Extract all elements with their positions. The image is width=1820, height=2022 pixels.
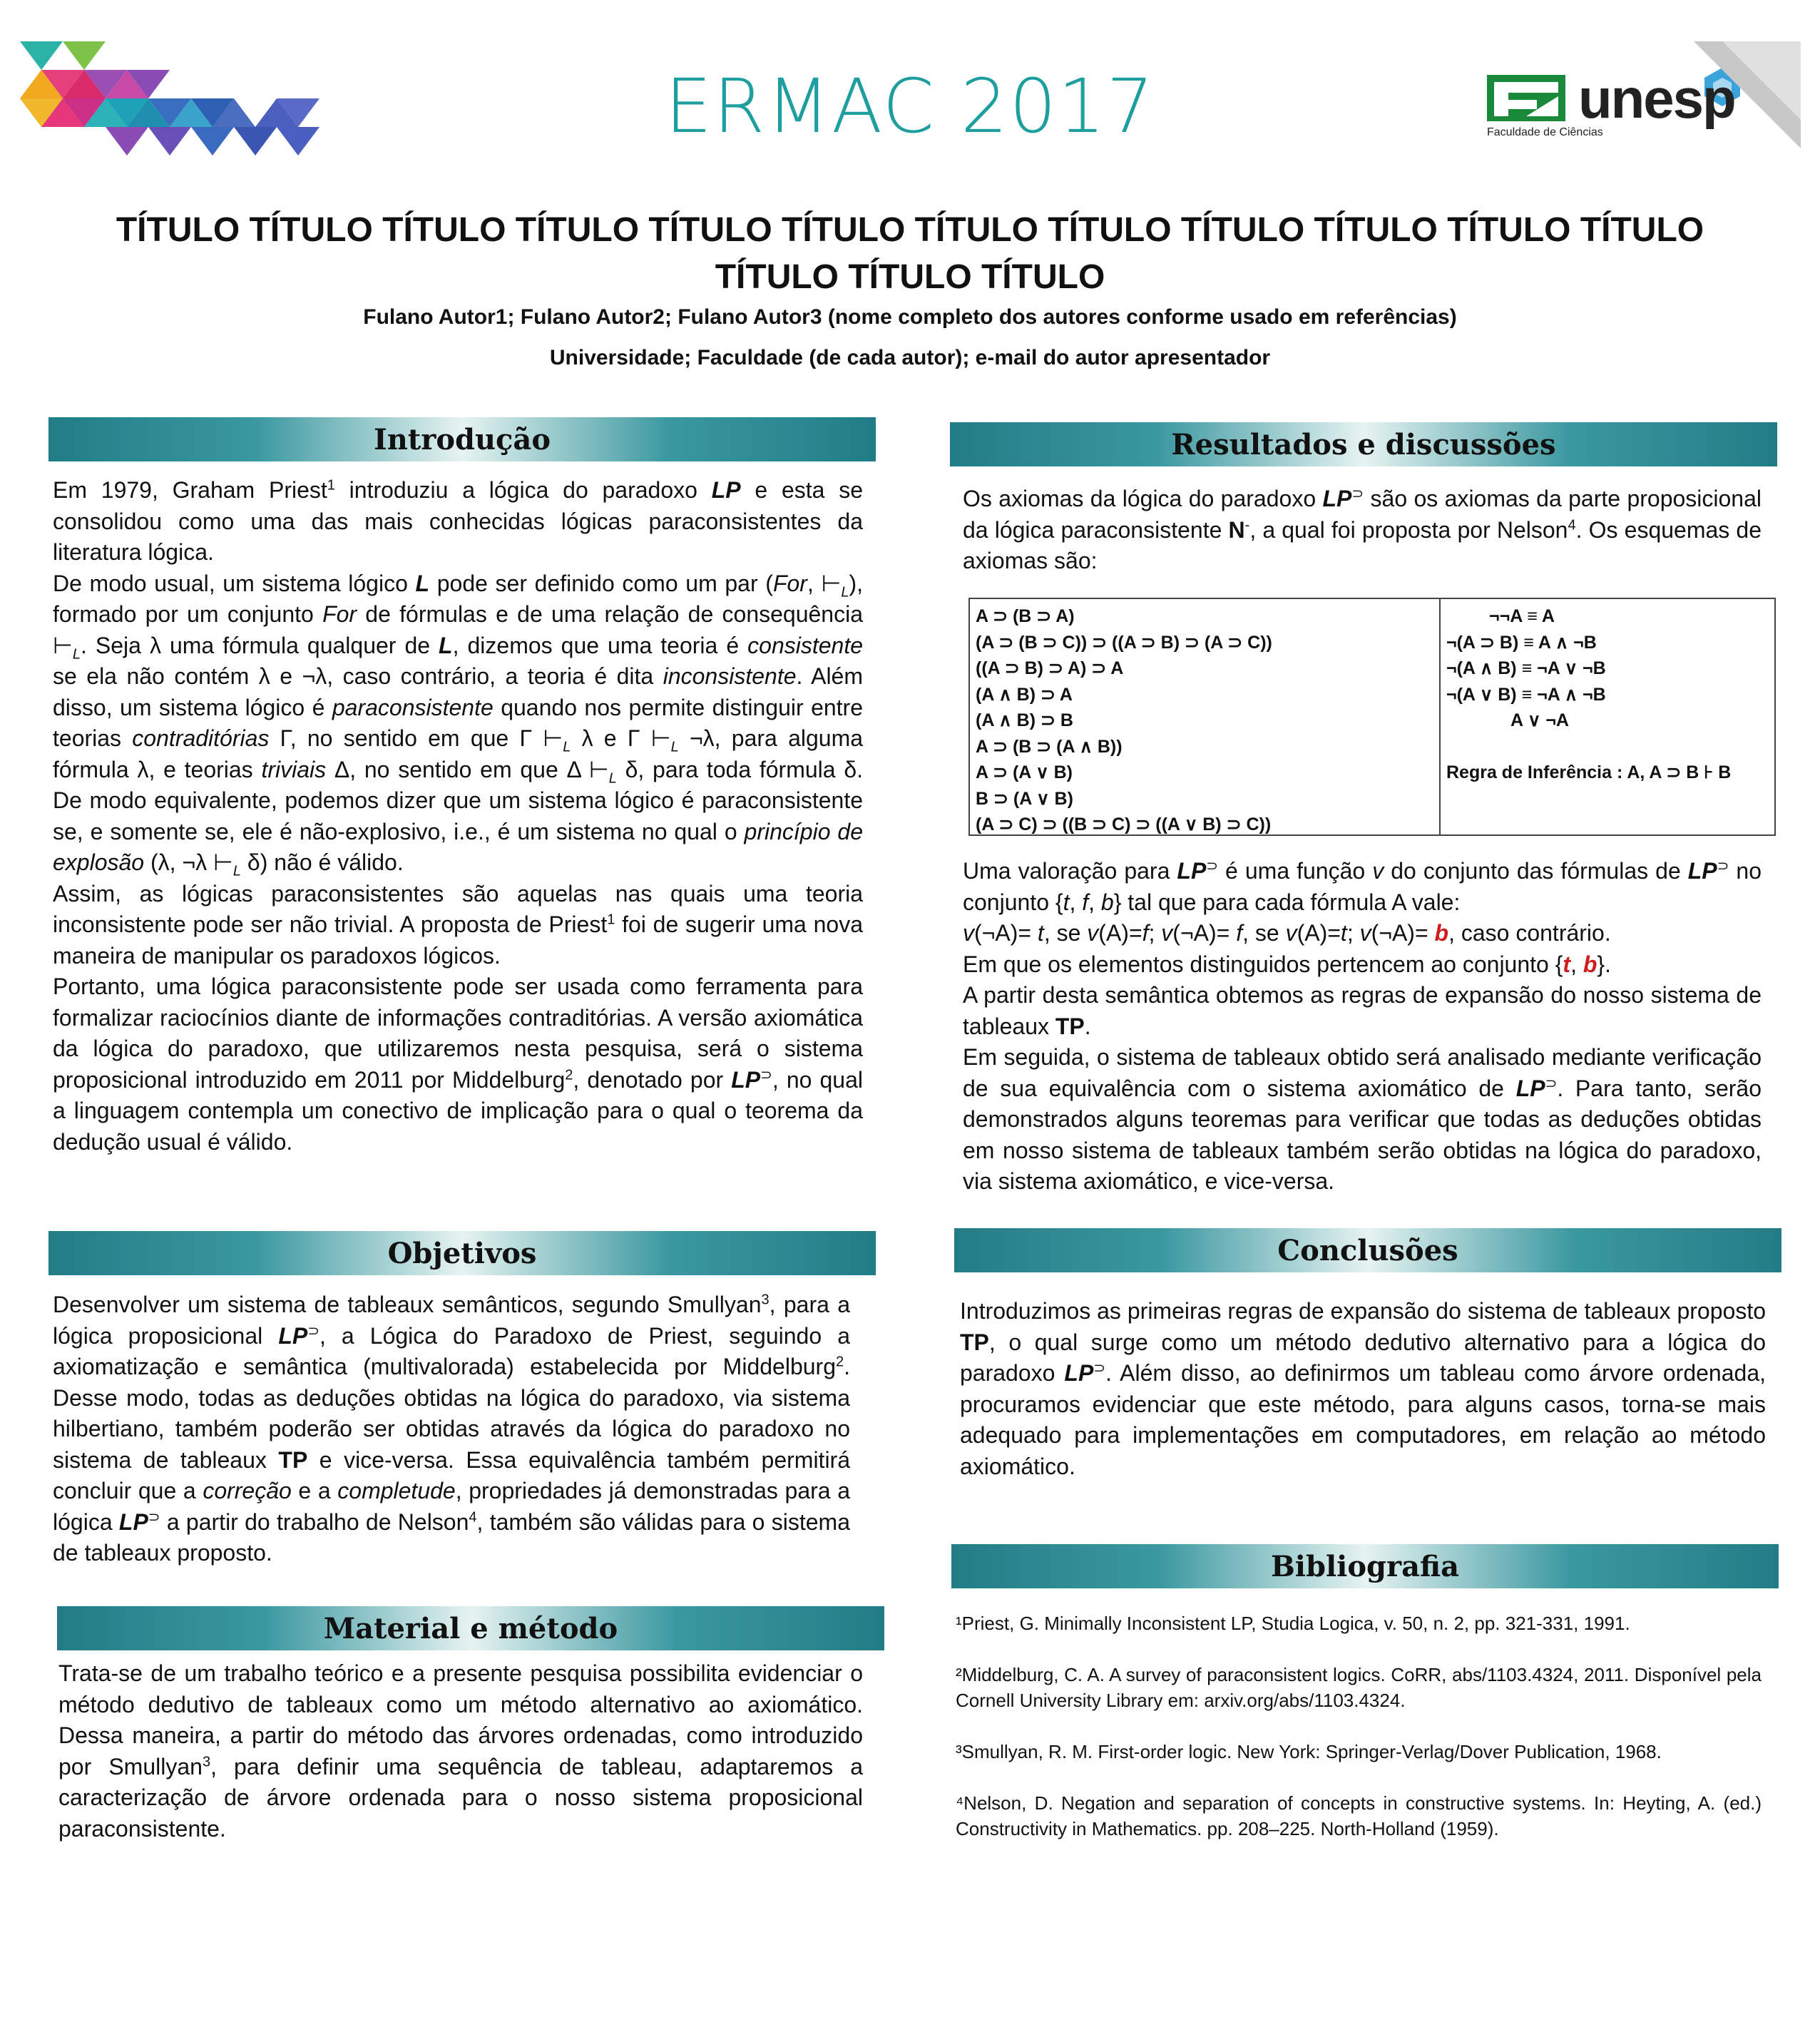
section-title-method: Material e método (323, 1611, 618, 1645)
axioms-table (968, 598, 1776, 836)
conclusions-text: Introduzimos as primeiras regras de expansão do sistema de tableaux proposto TP, o qual surge como um método dedutivo alternativo para a lógica do paradoxo LP⊃. Além disso, ao definirmos um tableau como árvore ordenada, procuramos evidenciar que este método, para alguns casos, torna-se mais adequado para implementações em computadores, em relação ao método axiomático. (960, 1298, 1767, 1479)
axioms-left-column (970, 599, 1441, 834)
intro-text: Em 1979, Graham Priest$^1$ introduziu a lógica do paradoxo LP e esta se consolidou como uma das mais conhecidas lógicas paraconsistentes da literatura lógica. De modo usual, um sistema lógico L pode ser definido como um par (For, $⊢_L$), formado por um conjunto For de fórmulas e de uma relação de consequência $⊢_L$. Seja λ uma fórmula qualquer de L, dizemos que uma teoria é consistente se ela não contém λ e ¬λ, caso contrário, a teoria é dita inconsistente. Além disso, um sistema lógico é paraconsistente quando nos permite distinguir entre teorias contraditórias Γ, no sentido em que Γ $⊢_L$ λ e Γ $⊢_L$ ¬λ, para alguma fórmula λ, e teorias triviais Δ, no sentido em que Δ $⊢_L$ δ, para toda fórmula δ. De modo equivalente, podemos dizer que um sistema lógico é paraconsistente se, e somente se, ele é não-explosivo, i.e., é um sistema no qual o princípio de explosão (λ, ¬λ $⊢_L$ δ) não é válido. Assim, as lógicas paraconsistentes são aquelas nas quais uma teoria inconsistente pode ser não trivial. A proposta de Priest$^1$ foi de sugerir uma nova maneira de manipular os paradoxos lógicos. Portanto, uma lógica paraconsistente pode ser usada como ferramenta para formalizar raciocínios diante de informações contraditórias. A versão axiomática da lógica do paradoxo, que utilizaremos nesta pesquisa, será o sistema proposicional introduzido em 2011 por Middelburg$^2$, denotado por LP⊃, no qual a linguagem contempla um conectivo de implicação para o qual o teorema da dedução usual é válido. (53, 477, 864, 1155)
axiom: A ⊃ (A ∨ B) (976, 762, 1073, 782)
axiom: ¬(A ∧ B) ≡ ¬A ∨ ¬B (1446, 658, 1606, 678)
objectives-text: Desenvolver um sistema de tableaux semânticos, segundo Smullyan$^3$, para a lógica proposicional LP⊃, a Lógica do Paradoxo de Priest, seguindo a axiomatização e semântica (multivalorada) estabelecida por Middelburg$^2$. Desse modo, todas as deduções obtidas na lógica do paradoxo, via sistema hilbertiano, também poderão ser obtidas através da lógica do paradoxo no sistema de tableaux TP e vice-versa. Essa equivalência também permitirá concluir que a correção e a completude, propriedades já demonstradas para a lógica LP⊃ a partir do trabalho de Nelson$^4$, também são válidas para o sistema de tableaux proposto. (53, 1292, 851, 1566)
bibliography-item: ³Smullyan, R. M. First-order logic. New York: Springer-Verlag/Dover Publication, 1968. (956, 1741, 1662, 1762)
title-line-2: TÍTULO TÍTULO TÍTULO (715, 258, 1105, 296)
bibliography-list (956, 1610, 1762, 1867)
bibliography-item: ⁴Nelson, D. Negation and separation of concepts in constructive systems. In: Heyting, A. (ed.) Constructivity in Mathematics. pp. 208–225. North-Holland (1959). (956, 1792, 1762, 1839)
results-text-intro: Os axiomas da lógica do paradoxo LP⊃ são os axiomas da parte proposicional da lógica paraconsistente N-, a qual foi proposta por Nelson$^4$. Os esquemas de axiomas são: (963, 486, 1762, 573)
bibliography-item: ¹Priest, G. Minimally Inconsistent LP, Studia Logica, v. 50, n. 2, pp. 321-331, 1991. (956, 1613, 1630, 1634)
section-title-objectives: Objetivos (387, 1236, 537, 1270)
axiom: (A ∧ B) ⊃ A (976, 684, 1073, 705)
axiom: (A ∧ B) ⊃ B (976, 710, 1073, 730)
axiom: A ⊃ (B ⊃ A) (976, 606, 1075, 626)
axiom: (A ⊃ C) ⊃ ((B ⊃ C) ⊃ ((A ∨ B) ⊃ C)) (976, 815, 1272, 834)
section-title-bibliography: Bibliografia (1270, 1549, 1459, 1583)
poster-title (71, 207, 1749, 301)
affiliation: Universidade; Faculdade (de cada autor); e-mail do autor apresentador (549, 346, 1271, 369)
axiom: ¬¬A ≡ A (1489, 606, 1555, 626)
title-line-1: TÍTULO TÍTULO TÍTULO TÍTULO TÍTULO TÍTULO TÍTULO TÍTULO TÍTULO TÍTULO TÍTULO TÍTULO (116, 211, 1704, 249)
axioms-right-column (1441, 599, 1774, 834)
inference-rule: Regra de Inferência : A, A ⊃ B ⊦ B (1446, 762, 1732, 782)
section-title-conclusions: Conclusões (1277, 1233, 1458, 1267)
section-header-method (57, 1606, 884, 1650)
axiom: ((A ⊃ B) ⊃ A) ⊃ A (976, 658, 1124, 678)
section-header-bibliography (951, 1544, 1779, 1588)
section-header-intro (48, 417, 876, 461)
section-header-objectives (48, 1231, 876, 1275)
corner-decoration (1694, 41, 1801, 163)
axiom: ¬(A ∨ B) ≡ ¬A ∧ ¬B (1446, 684, 1606, 705)
bibliography-item: ²Middelburg, C. A. A survey of paraconsistent logics. CoRR, abs/1103.4324, 2011. Disponível pela Cornell University Library em: arxiv.org/abs/1103.4324. (956, 1664, 1762, 1711)
axiom: A ∨ ¬A (1510, 710, 1569, 730)
logo-subtext: Faculdade de Ciências (1487, 126, 1603, 138)
conference-title: ERMAC 2017 (665, 63, 1155, 150)
section-header-conclusions (954, 1228, 1781, 1272)
authors: Fulano Autor1; Fulano Autor2; Fulano Autor3 (nome completo dos autores conforme usado em referências) (363, 305, 1457, 329)
section-title-results: Resultados e discussões (1171, 427, 1556, 461)
results-text: Uma valoração para LP⊃ é uma função v do conjunto das fórmulas de LP⊃ no conjunto {t, f, b} tal que para cada fórmula A vale: v(¬A)= t, se v(A)=f; v(¬A)= f, se v(A)=t; v(¬A)= b, caso contrário. Em que os elementos distinguidos pertencem ao conjunto {t, b}. A partir desta semântica obtemos as regras de expansão do nosso sistema de tableaux TP. Em seguida, o sistema de tableaux obtido será analisado mediante verificação de sua equivalência com o sistema axiomático de LP⊃. Para tanto, serão demonstrados alguns teoremas para verificar que todas as deduções obtidas em nosso sistema de tableaux também serão obtidas na lógica do paradoxo, via sistema axiomático, e vice-versa. (963, 858, 1762, 1194)
section-header-results (950, 422, 1777, 466)
logo-text: unesp (1578, 67, 1735, 130)
axiom: ¬(A ⊃ B) ≡ A ∧ ¬B (1446, 632, 1597, 653)
method-text: Trata-se de um trabalho teórico e a presente pesquisa possibilita evidenciar o método dedutivo de tableaux como um método alternativo ao axiomático. Dessa maneira, a partir do método das árvores ordenadas, como introduzido por Smullyan$^3$, para definir uma sequência de tableau, adaptaremos a caracterização de árvore ordenada para o nosso sistema proposicional paraconsistente. (58, 1660, 864, 1842)
axiom: B ⊃ (A ∨ B) (976, 788, 1073, 809)
axiom: (A ⊃ (B ⊃ C)) ⊃ ((A ⊃ B) ⊃ (A ⊃ C)) (976, 632, 1272, 653)
section-title-intro: Introdução (373, 422, 551, 456)
axiom: A ⊃ (B ⊃ (A ∧ B)) (976, 736, 1123, 757)
